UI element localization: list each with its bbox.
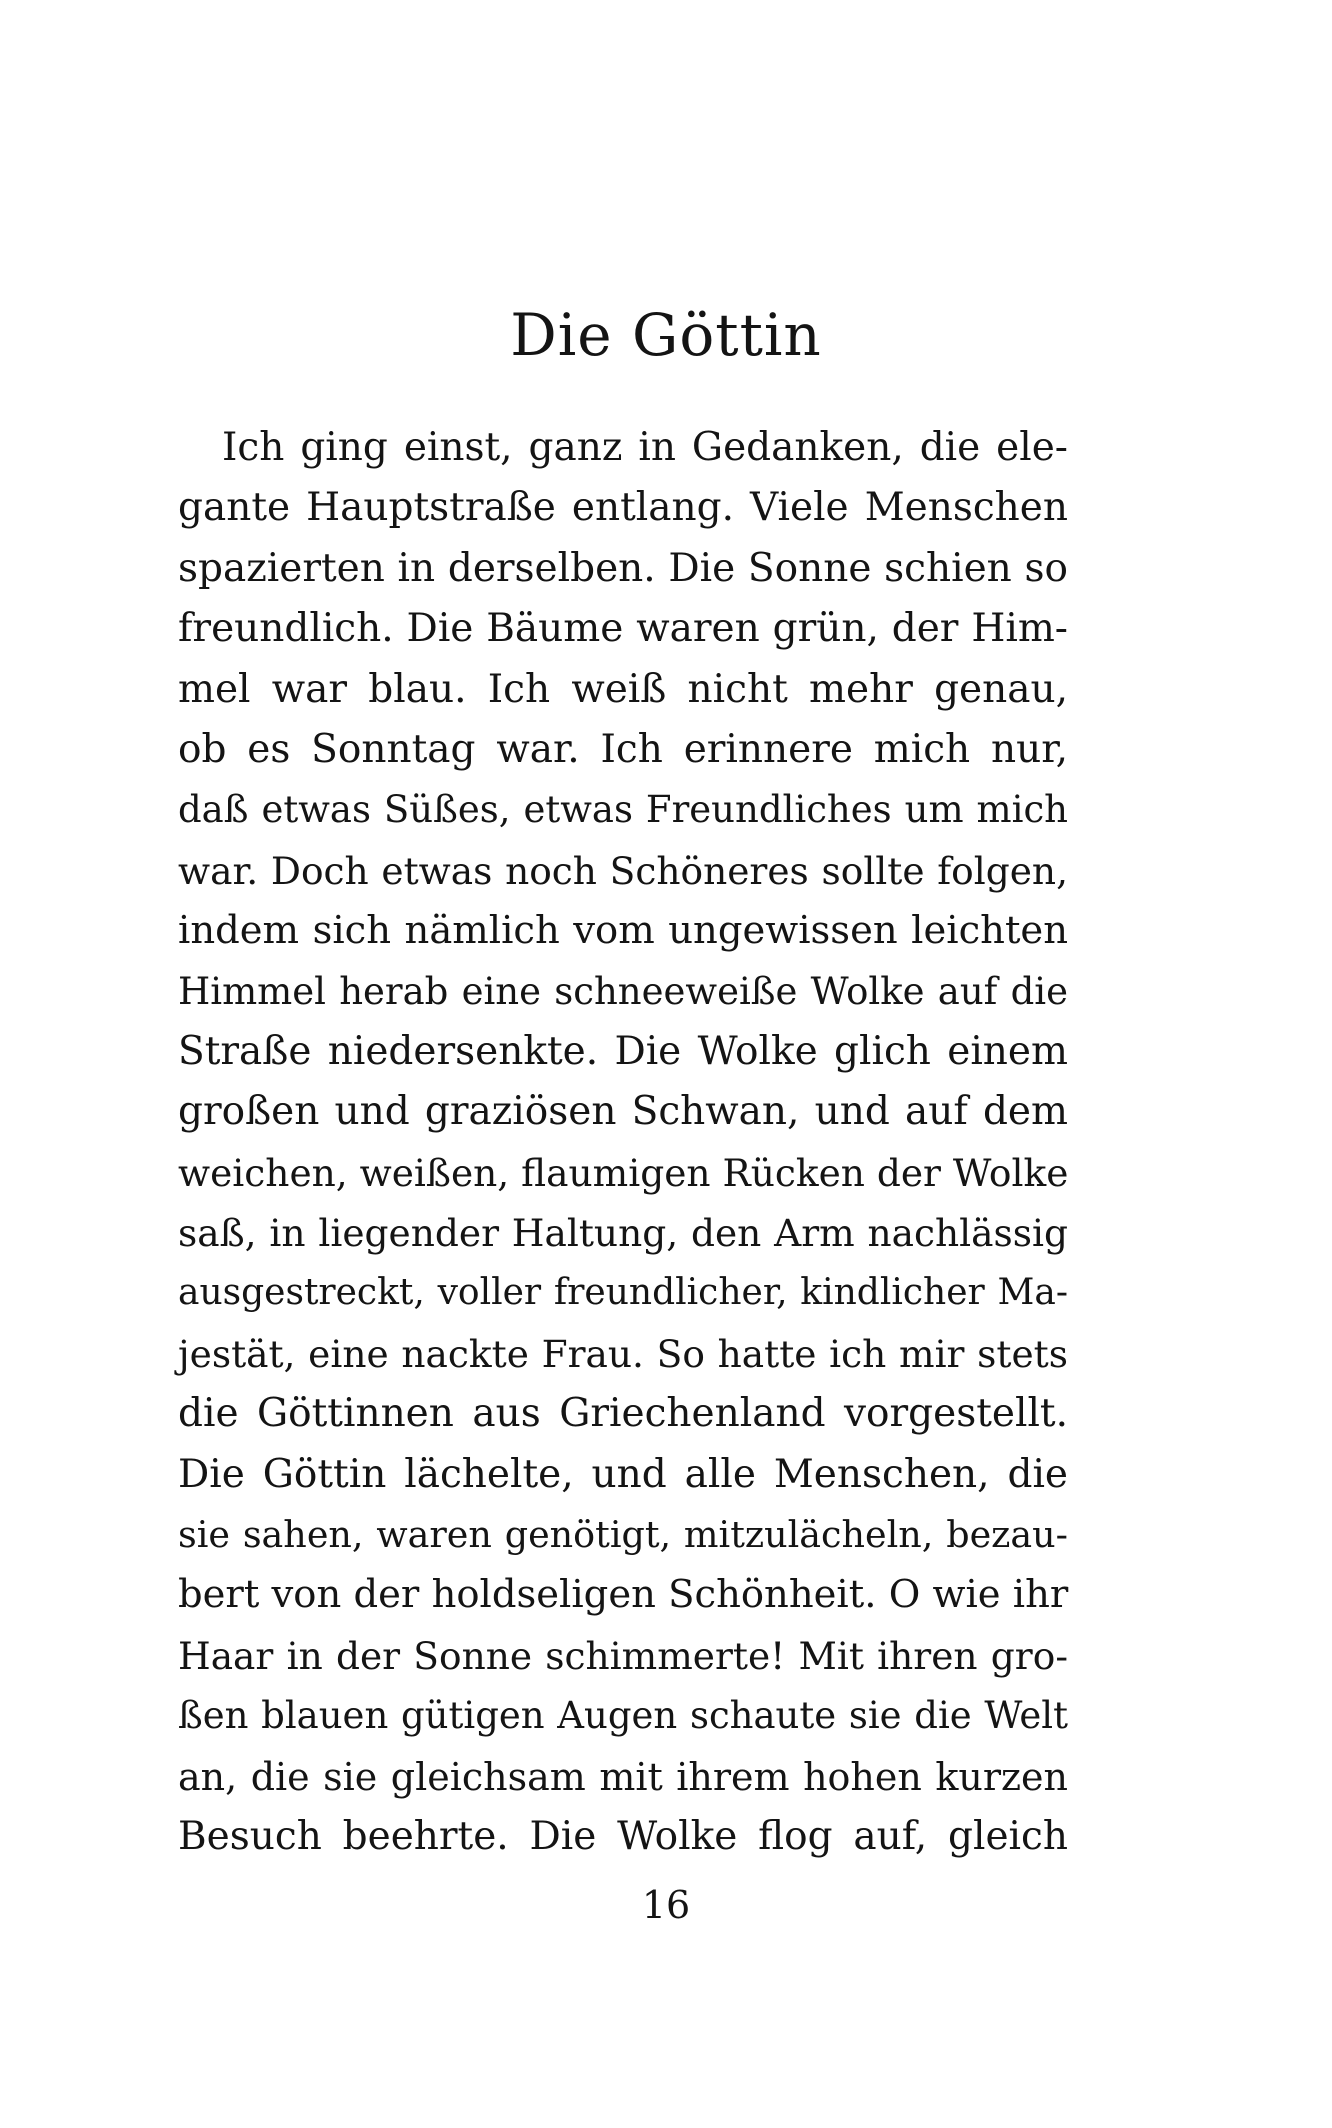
text-line: an, die sie gleichsam mit ihrem hohen kurzen xyxy=(178,1754,1068,1799)
text-line: Himmel herab eine schneeweiße Wolke auf die xyxy=(178,969,1068,1013)
chapter-title: Die Göttin xyxy=(510,301,822,369)
text-line: Die Göttin lächelte, und alle Menschen, die xyxy=(178,1451,1068,1497)
text-line: mel war blau. Ich weiß nicht mehr genau, xyxy=(178,666,1068,712)
text-line: freundlich. Die Bäume waren grün, der Him- xyxy=(178,606,1068,652)
text-line: ausgestreckt, voller freundlicher, kindlicher Ma- xyxy=(178,1272,1068,1314)
text-line: gante Hauptstraße entlang. Viele Menschen xyxy=(178,485,1068,531)
text-line: indem sich nämlich vom ungewissen leichten xyxy=(178,908,1068,954)
text-line: ßen blauen gütigen Augen schaute sie die Welt xyxy=(178,1694,1068,1738)
text-line: jestät, eine nackte Frau. So hatte ich mir stets xyxy=(178,1331,1068,1376)
text-line: sie sahen, waren genötigt, mitzulächeln, bezau- xyxy=(178,1513,1068,1557)
text-line: spazierten in derselben. Die Sonne schien so xyxy=(178,545,1068,591)
text-line: Straße niedersenkte. Die Wolke glich einem xyxy=(178,1028,1068,1074)
text-line: saß, in liegender Haltung, den Arm nachlässig xyxy=(178,1211,1068,1256)
text-line: daß etwas Süßes, etwas Freundliches um mich xyxy=(178,788,1068,832)
page-number: 16 xyxy=(641,1883,691,1927)
text-line: Ich ging einst, ganz in Gedanken, die ele- xyxy=(222,425,1068,470)
text-line: war. Doch etwas noch Schöneres sollte folgen, xyxy=(178,848,1068,893)
text-line: Besuch beehrte. Die Wolke flog auf, gleich xyxy=(178,1813,1068,1859)
text-line: großen und graziösen Schwan, und auf dem xyxy=(178,1089,1068,1135)
text-line: weichen, weißen, flaumigen Rücken der Wolke xyxy=(178,1150,1069,1195)
text-line: die Göttinnen aus Griechenland vorgestellt. xyxy=(178,1391,1068,1437)
body-text xyxy=(178,418,1068,1867)
text-line: ob es Sonntag war. Ich erinnere mich nur, xyxy=(178,726,1068,772)
text-line: bert von der holdseligen Schönheit. O wie ihr xyxy=(178,1572,1069,1618)
text-line: Haar in der Sonne schimmerte! Mit ihren gro- xyxy=(178,1633,1068,1678)
